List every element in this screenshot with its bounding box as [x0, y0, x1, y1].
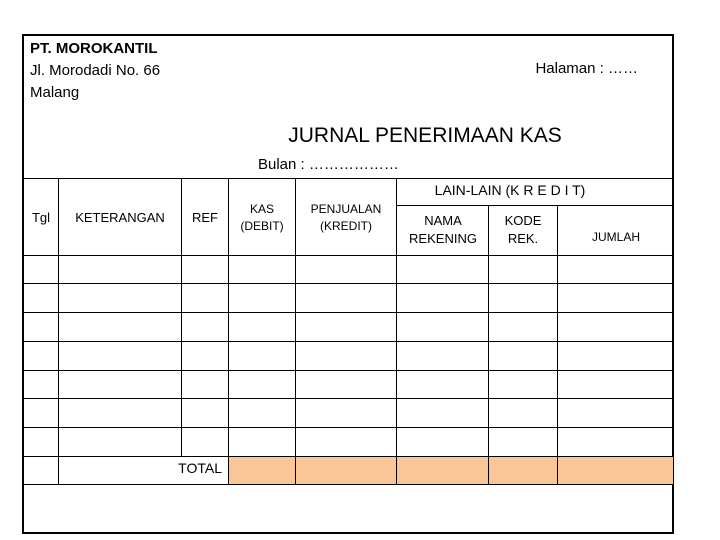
company-name: PT. MOROKANTIL	[30, 40, 158, 57]
total-label: TOTAL	[178, 460, 222, 476]
col-divider	[228, 178, 229, 484]
month-label: Bulan : ………………	[258, 156, 399, 173]
column-header-nama-rekening: NAMA REKENING	[409, 213, 477, 246]
col-divider	[181, 178, 182, 456]
column-header-keterangan: KETERANGAN	[75, 210, 165, 225]
col-divider	[488, 205, 489, 484]
row-line	[22, 484, 674, 485]
column-header-ref: REF	[192, 210, 218, 225]
row-line	[22, 312, 674, 313]
journal-title: JURNAL PENERIMAAN KAS	[288, 124, 562, 147]
col-divider	[58, 178, 59, 484]
column-header-tgl: Tgl	[31, 210, 51, 225]
column-header-kas: KAS (DEBIT)	[240, 202, 284, 233]
col-divider	[295, 178, 296, 484]
column-header-kode-rek: KODE REK.	[504, 213, 542, 246]
page-number-label: Halaman : ……	[535, 60, 638, 77]
company-city: Malang	[30, 84, 80, 101]
col-divider	[396, 178, 397, 484]
column-header-lain-lain: LAIN-LAIN (K R E D I T)	[434, 182, 586, 198]
row-line	[22, 427, 674, 428]
header-top-line	[22, 178, 674, 179]
row-line	[22, 341, 674, 342]
row-line	[22, 370, 674, 371]
column-header-penjualan: PENJUALAN (KREDIT)	[310, 202, 382, 233]
company-address: Jl. Morodadi No. 66	[30, 62, 161, 79]
row-line	[22, 398, 674, 399]
row-line	[22, 283, 674, 284]
col-divider	[557, 205, 558, 484]
column-header-jumlah: JUMLAH	[591, 229, 640, 244]
